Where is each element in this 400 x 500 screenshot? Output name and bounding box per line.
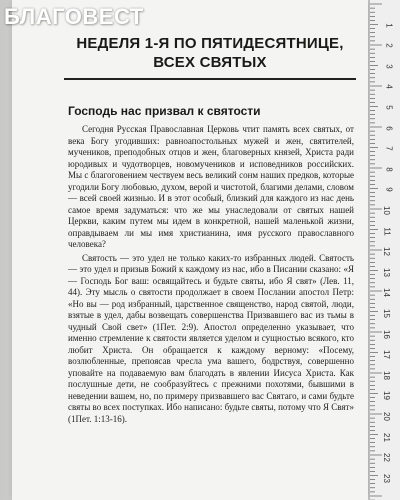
ruler-label: 9 (384, 187, 394, 193)
ruler-label: 3 (384, 64, 394, 69)
ruler-label: 18 (382, 370, 392, 380)
section-title: Господь нас призвал к святости (68, 104, 261, 118)
ruler-label: 16 (382, 329, 392, 339)
ruler-label: 1 (384, 22, 394, 28)
ruler-label: 22 (382, 453, 392, 463)
measuring-ruler (369, 0, 400, 500)
ruler-label: 7 (384, 146, 394, 151)
chapter-title-line-2: ВСЕХ СВЯТЫХ (153, 54, 267, 71)
ruler-label: 4 (384, 84, 394, 90)
ruler-label: 8 (384, 167, 394, 172)
ruler-label: 11 (382, 226, 392, 236)
ruler-label: 19 (382, 391, 392, 401)
ruler-label: 10 (382, 206, 392, 215)
book-page (12, 0, 368, 500)
ruler-label: 6 (384, 125, 394, 131)
paragraph-2: Святость — это удел не только каких-то избранных людей. Святость — это удел и призыв Божий к каждому из нас, ибо в Писании сказано: «Я — Господь Бог ваш: освящайтесь и будьте святы, ибо Я свят» (Лев. 11, 44). Эту мысль о святости продолжает в своем Послании апостол Петр: «Но вы — род избранный, царственное священство, народ святой, люди, взятые в удел, дабы возвещать совершенства Призвавшего вас из тьмы в чудный Свой свет» (1Пет. 2:9). Апостол определенно указывает, что именно стремление к святости является уделом и сущностью всякого, кто любит Христа. Он обращается к каждому верному: «Посему, возлюбленные, препоясав чресла ума вашего, бодрствуя, совершенно уповайте на подаваемую вам благодать в явлении Иисуса Христа. Как послушные дети, не сообразуйтесь с прежними похотями, бывшими в неведении вашем, но, по примеру призвавшего вас Святаго, и сами будьте святы во всех поступках. Ибо написано: будьте святы, потому что Я Свят» (1Пет. 1:13-16). (68, 252, 354, 424)
paragraph-1: Сегодня Русская Православная Церковь чтит память всех святых, от века Богу угодивших: равноапостольных мужей и жен, святителей, мучеников, преподобных отцов и жен, благоверных князей, Христа ради юродивых и чудотворцев, новомучеников и исповедников российских. Мы с благоговением чествуем весь великий сонм наших предков, которые угодили Богу любовью, духом, верой и чистотой, благими делами, словом — всей своей жизнью. И в этот особый, близкий для каждого из нас день самое время задуматься: что же мы унаследовали от святых нашей Церкви, каким путем мы идем в конкретной, нашей маленькой жизни, оправдываем ли мы имя христианина, имя русского православного человека? (68, 124, 354, 249)
chapter-header (64, 34, 356, 80)
ruler-label: 5 (384, 105, 394, 110)
ruler-label: 12 (382, 247, 392, 257)
watermark-logo: БЛАГОВЕСТ (4, 4, 144, 29)
ruler-label: 23 (382, 473, 392, 483)
ruler-label: 20 (382, 412, 392, 421)
ruler-label: 14 (382, 288, 392, 298)
chapter-title-line-1: НЕДЕЛЯ 1-Я ПО ПЯТИДЕСЯТНИЦЕ, (76, 35, 344, 52)
ruler-label: 21 (382, 432, 392, 442)
chapter-title (64, 34, 356, 72)
body-text (68, 124, 354, 427)
ruler-label: 17 (382, 350, 392, 360)
ruler-label: 15 (382, 309, 392, 318)
ruler-label: 2 (384, 43, 394, 48)
ruler-label: 13 (382, 267, 392, 277)
